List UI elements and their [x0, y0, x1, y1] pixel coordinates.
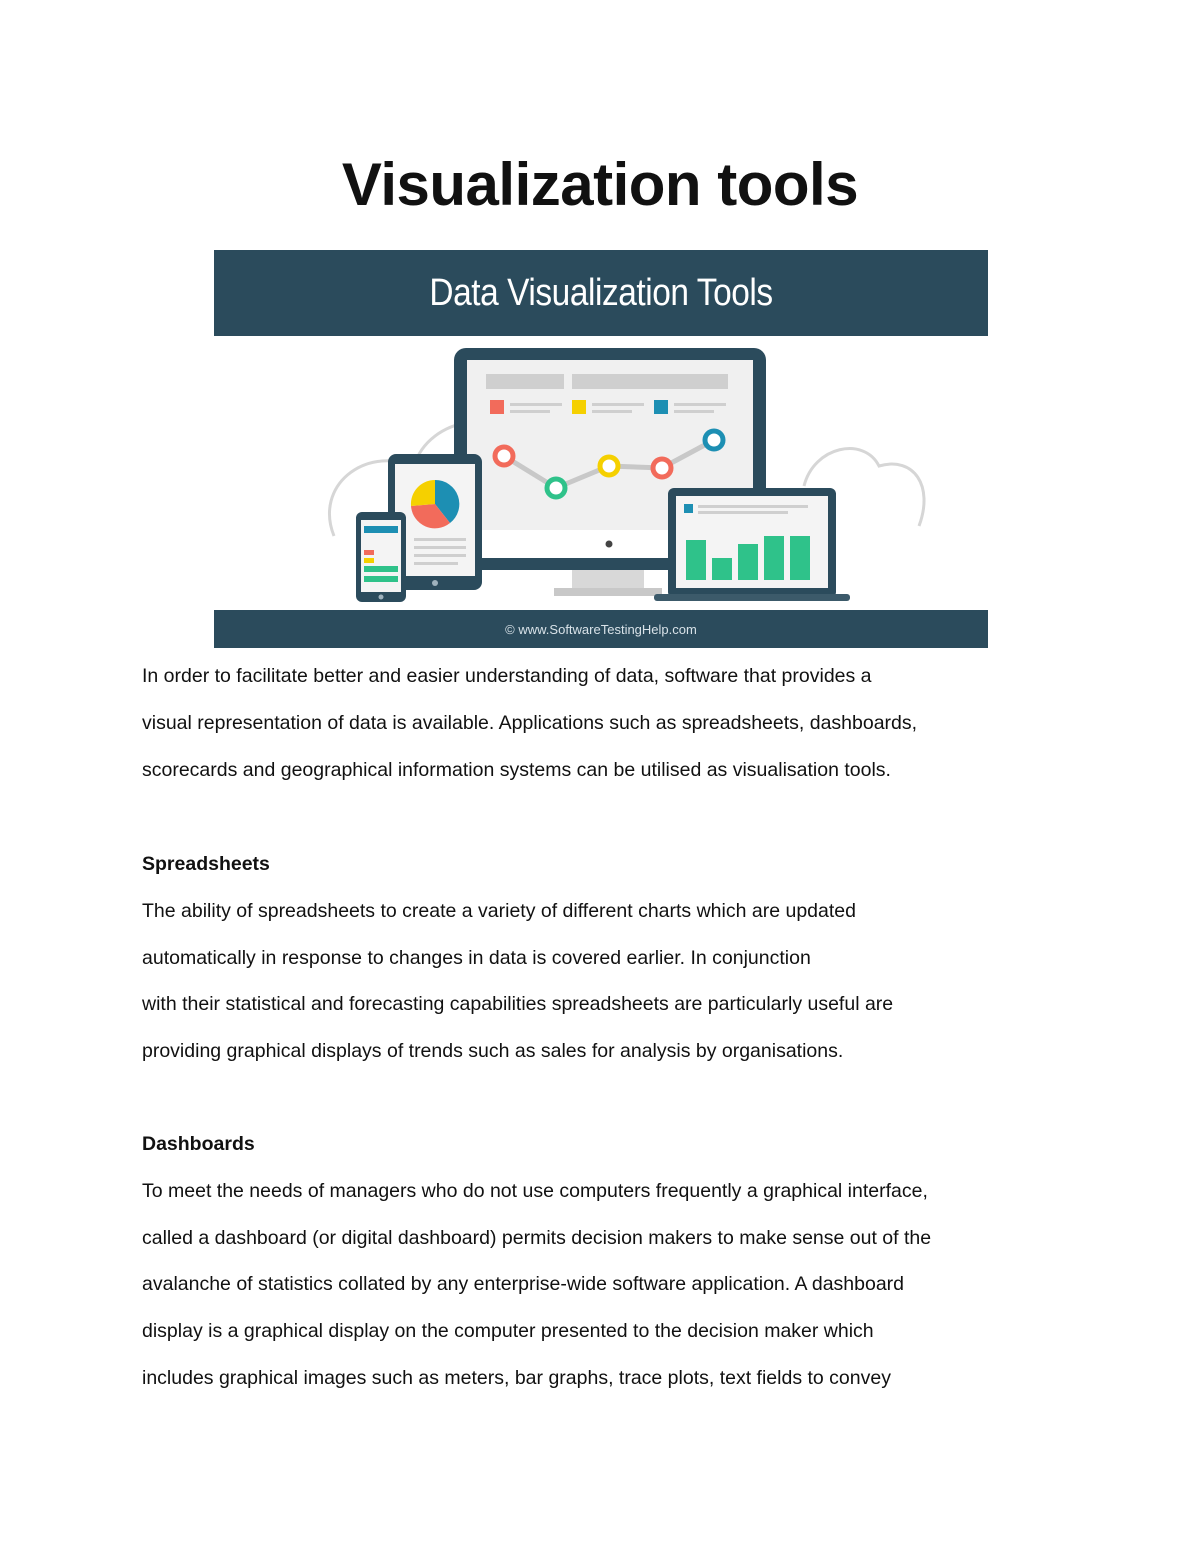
- dashboards-line: called a dashboard (or digital dashboard) permits decision makers to make sense out of the: [142, 1227, 932, 1249]
- dashboards-line: To meet the needs of managers who do not use computers frequently a graphical interface,: [142, 1180, 928, 1202]
- figure-credit-bar: [214, 610, 988, 648]
- legend-swatch-yellow: [572, 400, 586, 414]
- tablet-text-line-3: [414, 554, 466, 557]
- devices-illustration: [214, 336, 988, 610]
- intro-line: In order to facilitate better and easier understanding of data, software that provides a: [142, 665, 872, 687]
- figure-banner: [214, 250, 988, 336]
- spreadsheets-line: The ability of spreadsheets to create a variety of different charts which are updated: [142, 900, 856, 922]
- laptop-text-line-1: [698, 505, 808, 508]
- phone-bar-blue: [364, 526, 398, 533]
- phone-bar-yellow: [364, 558, 374, 563]
- screen-bar-2: [572, 374, 728, 389]
- laptop-text-line-2: [698, 511, 788, 514]
- spreadsheets-line: providing graphical displays of trends such as sales for analysis by organisations.: [142, 1040, 844, 1062]
- tablet-text-line-4: [414, 562, 458, 565]
- legend-line-1: [510, 403, 562, 406]
- tablet-text-line-2: [414, 546, 466, 549]
- screen-bar-1: [486, 374, 564, 389]
- tablet-text-line-1: [414, 538, 466, 541]
- monitor-camera-dot: [606, 541, 613, 548]
- data-visualization-tools-illustration: [214, 250, 988, 648]
- laptop-bar-5: [790, 536, 810, 580]
- dashboards-heading: Dashboards: [142, 1133, 255, 1155]
- trend-point-orange-2: [653, 459, 671, 477]
- phone-home-button: [379, 595, 384, 600]
- legend-line-1b: [510, 410, 550, 413]
- spreadsheets-heading: Spreadsheets: [142, 853, 270, 875]
- figure-banner-title: Data Visualization Tools: [429, 271, 773, 314]
- spreadsheets-line: automatically in response to changes in data is covered earlier. In conjunction: [142, 947, 811, 969]
- laptop-bar-4: [764, 536, 784, 580]
- phone-bar-green-2: [364, 576, 398, 582]
- dashboards-line: includes graphical images such as meters, bar graphs, trace plots, text fields to convey: [142, 1367, 891, 1389]
- dashboards-line: avalanche of statistics collated by any enterprise-wide software application. A dashboard: [142, 1273, 905, 1295]
- intro-line: scorecards and geographical information systems can be utilised as visualisation tools.: [142, 759, 891, 781]
- legend-line-2b: [592, 410, 632, 413]
- legend-swatch-blue: [654, 400, 668, 414]
- spreadsheets-line: with their statistical and forecasting capabilities spreadsheets are particularly useful are: [142, 993, 894, 1015]
- monitor-stand: [572, 570, 644, 588]
- laptop-base: [654, 594, 850, 601]
- trend-point-green: [547, 479, 565, 497]
- intro-line: visual representation of data is available. Applications such as spreadsheets, dashboards,: [142, 712, 918, 734]
- laptop-bar-2: [712, 558, 732, 580]
- phone-bar-orange: [364, 550, 374, 555]
- dashboards-line: display is a graphical display on the computer presented to the decision maker which: [142, 1320, 874, 1342]
- trend-point-blue: [705, 431, 723, 449]
- monitor-base: [554, 588, 662, 596]
- legend-line-3: [674, 403, 726, 406]
- laptop-bar-3: [738, 544, 758, 580]
- legend-line-3b: [674, 410, 714, 413]
- phone-bar-green-1: [364, 566, 398, 572]
- trend-point-yellow: [600, 457, 618, 475]
- laptop-bar-1: [686, 540, 706, 580]
- trend-point-orange: [495, 447, 513, 465]
- laptop-swatch-blue: [684, 504, 693, 513]
- figure-credit: © www.SoftwareTestingHelp.com: [505, 621, 697, 637]
- legend-swatch-orange: [490, 400, 504, 414]
- tablet-home-button: [432, 580, 438, 586]
- page-title: Visualization tools: [341, 151, 859, 218]
- legend-line-2: [592, 403, 644, 406]
